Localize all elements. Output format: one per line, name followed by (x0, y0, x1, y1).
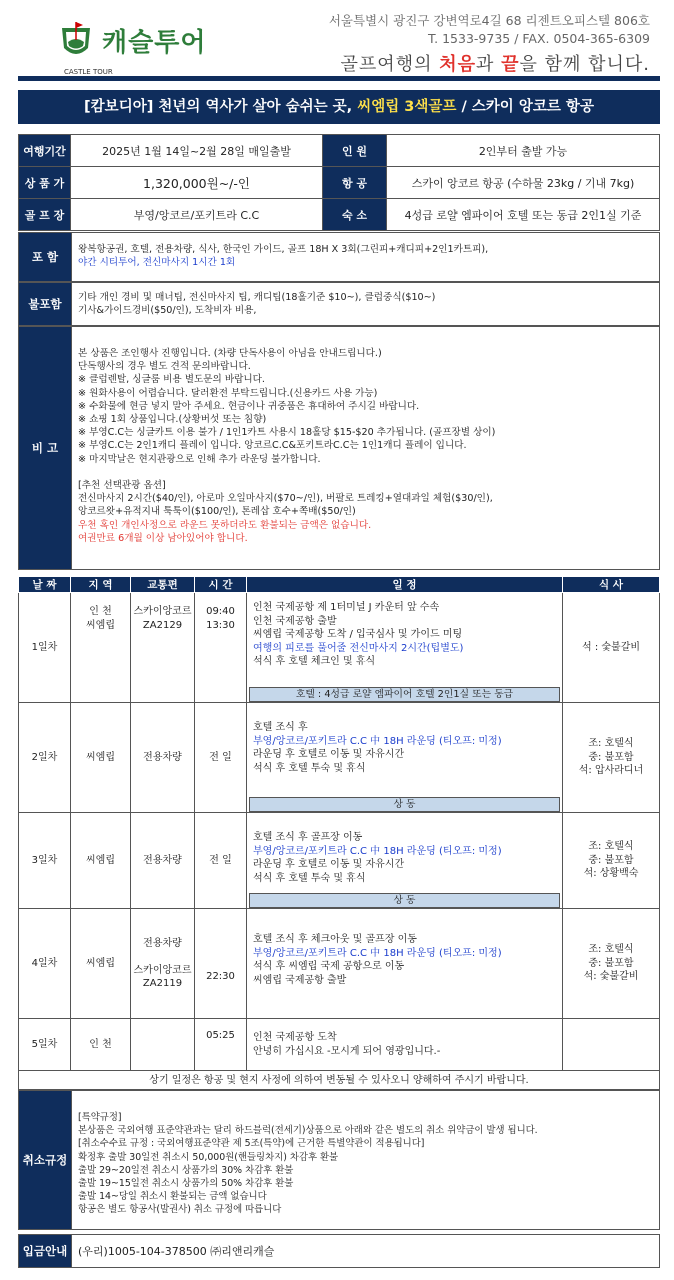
activity-cell (247, 909, 563, 1019)
activity-cell (247, 1019, 563, 1071)
day-cell: 2일차 (19, 703, 71, 813)
transport-cell: 전용차량 스카이앙코르 ZA2119 (131, 909, 195, 1019)
region-cell: 씨엠립 (71, 813, 131, 909)
transport-cell: 스카이앙코르 ZA2129 (131, 593, 195, 703)
title-text: / 스카이 앙코르 항공 (456, 99, 594, 115)
itinerary-row (19, 703, 660, 813)
header (0, 0, 674, 88)
activity-line: 씨엠립 국제공항 도착 / 입국심사 및 가이드 미팅 (253, 629, 463, 640)
activity-line-highlight: 여행의 피로를 풀어줄 전신마사지 2시간(팁별도) (253, 642, 464, 654)
period-label: 여행기간 (19, 135, 71, 167)
activity-line-highlight: 부영/앙코르/포키트라 C.C 中 18H 라운딩 (티오프: 미정) (253, 947, 502, 959)
meal-cell: 조: 호텔식 중: 불포함 석: 상황백숙 (563, 813, 660, 909)
activity-lines (247, 909, 562, 991)
title-text: [캄보디아] 천년의 역사가 살아 숨쉬는 곳, (84, 99, 358, 115)
remarks-line: [추천 선택관광 옵션] (78, 480, 166, 492)
schedule-note: 상기 일정은 항공 및 현지 사정에 의하여 변동될 수 있사오니 양해하여 주시기 바랍니다. (18, 1070, 660, 1090)
time-cell: 전 일 (195, 703, 247, 813)
remarks-line: 단독행사의 경우 별도 견적 문의바랍니다. (78, 361, 251, 373)
exclude-label: 불포함 (19, 283, 71, 325)
region-cell: 인 천 (71, 1019, 131, 1071)
activity-cell (247, 703, 563, 813)
hotel-info-bar: 호텔 : 4성급 로얄 엠파이어 호텔 2인1실 또는 동급 (249, 687, 560, 702)
hotel-label: 숙 소 (323, 199, 387, 231)
transport-cell: 전용차량 (131, 703, 195, 813)
activity-line: 석식 후 호텔 체크인 및 휴식 (253, 656, 376, 667)
activity-line: 씨엠립 국제공항 출발 (253, 974, 347, 986)
remarks-line: ※ 부영C.C는 2인1캐디 플레이 입니다. 앙코르C.C&포키트라C.C는 1인1캐디 플레이 입니다. (78, 440, 467, 452)
remarks-line (78, 466, 653, 479)
cancel-content (71, 1091, 659, 1229)
column-header: 교통편 (131, 577, 195, 593)
airline-value: 스카이 앙코르 항공 (수하물 23kg / 기내 7kg) (387, 167, 660, 199)
meal-cell: 석 : 숯불갈비 (563, 593, 660, 703)
include-line: 왕복항공권, 호텔, 전용차량, 식사, 한국인 가이드, 골프 18H X 3회(그린피+캐디피+2인1카트피), (78, 244, 489, 255)
remarks-warning: 우천 혹인 개인사정으로 라운드 못하더라도 환불되는 금액은 없습니다. (78, 519, 372, 531)
column-header: 지 역 (71, 577, 131, 593)
activity-line: 호텔 조식 후 체크아웃 및 골프장 이동 (253, 934, 417, 945)
activity-line: 인천 국제공항 도착 (253, 1032, 337, 1043)
title-highlight: 씨엠립 3색골프 (357, 99, 457, 115)
activity-line: 호텔 조식 후 골프장 이동 (253, 832, 363, 843)
activity-line: 석식 후 호텔 투숙 및 휴식 (253, 872, 366, 884)
day-cell: 1일차 (19, 593, 71, 703)
payment-section (18, 1234, 660, 1268)
address-line: 서울특별시 광진구 강변역로4길 68 리젠트오피스텔 806호 (328, 13, 650, 28)
remarks-line: ※ 클럽렌탈, 싱글룸 비용 별도문의 바랍니다. (78, 374, 265, 386)
column-header: 날 짜 (19, 577, 71, 593)
itinerary-row (19, 593, 660, 703)
hotel-value: 4성급 로얄 엠파이어 호텔 또는 동급 2인1실 기준 (387, 199, 660, 231)
logo[interactable] (58, 14, 208, 84)
logo-text: 캐슬투어 (102, 28, 207, 58)
remarks-lines (78, 347, 653, 519)
cancel-label: 취소규정 (19, 1091, 71, 1229)
remarks-line: 앙코르왓+유적지내 툭툭이($100/인), 톤레삽 호수+쪽배($50/인) (78, 506, 356, 518)
slogan-part: 과 (475, 54, 502, 75)
period-value: 2025년 1월 14일~2월 28일 매일출발 (71, 135, 323, 167)
include-content (71, 233, 659, 281)
slogan-part: 을 함께 합니다. (519, 54, 650, 75)
cancel-line: 출발 29~20일전 취소시 상품가의 30% 차감후 환불 (78, 1164, 294, 1176)
cancel-line: [취소수수료 규정 : 국외여행표준약관 제 5조(특약)에 근거한 특별약관이 적용됩니다] (78, 1138, 425, 1150)
transport-cell: 전용차량 (131, 813, 195, 909)
activity-cell (247, 593, 563, 703)
remarks-line: ※ 원화사용이 어렵습니다. 달러환전 부탁드립니다.(신용카드 사용 가능) (78, 387, 378, 399)
cancel-line: 항공은 별도 항공사(발권사) 취소 규정에 따릅니다 (78, 1204, 282, 1216)
day-cell: 3일차 (19, 813, 71, 909)
remarks-line: 전신마사지 2시간($40/인), 아로마 오일마사지($70~/인), 버팔로 트레킹+열대과일 체험($30/인), (78, 493, 493, 505)
time-cell: 05:25 (195, 1019, 247, 1071)
exclude-line: 기타 개인 경비 및 매너팁, 전신마사지 팁, 캐디팁(18홀기준 $10~), 클럽중식($10~) (78, 292, 436, 303)
column-header: 일 정 (247, 577, 563, 593)
phone-fax-line: T. 1533-9735 / FAX. 0504-365-6309 (428, 31, 650, 46)
region-cell: 씨엠립 (71, 703, 131, 813)
itinerary-row (19, 1019, 660, 1071)
remarks-content (71, 327, 659, 569)
cancel-policy-section (18, 1090, 660, 1230)
activity-line-highlight: 부영/앙코르/포키트라 C.C 中 18H 라운딩 (티오프: 미정) (253, 845, 502, 857)
payment-account[interactable]: (우리)1005-104-378500 ㈜리앤리캐슬 (71, 1235, 659, 1267)
itinerary-table (18, 576, 660, 1071)
hotel-info-bar: 상 동 (249, 893, 560, 908)
golf-label: 골 프 장 (19, 199, 71, 231)
hotel-info-bar: 상 동 (249, 797, 560, 812)
people-label: 인 원 (323, 135, 387, 167)
cancel-line: 확정후 출발 30일전 취소시 50,000원(핸들링차지) 차감후 환불 (78, 1151, 339, 1163)
exclude-section (18, 282, 660, 326)
golf-shield-icon (58, 20, 94, 62)
column-header: 시 간 (195, 577, 247, 593)
slogan-part: 골프여행의 (340, 54, 440, 75)
activity-lines (247, 813, 562, 889)
itinerary-row (19, 909, 660, 1019)
remarks-section (18, 326, 660, 570)
activity-line: 안녕히 가십시요 -모시게 되어 영광입니다.- (253, 1045, 441, 1057)
day-cell: 5일차 (19, 1019, 71, 1071)
payment-label: 입금안내 (19, 1235, 71, 1267)
region-cell: 인 천 씨엠립 (71, 593, 131, 703)
product-info-table (18, 134, 660, 231)
activity-lines (247, 593, 562, 673)
cancel-line: [특약규정] (78, 1112, 122, 1123)
activity-line: 석식 후 씨엠립 국제 공항으로 이동 (253, 961, 405, 972)
include-section (18, 232, 660, 282)
activity-line: 라운딩 후 호텔로 이동 및 자유시간 (253, 859, 405, 870)
remarks-label: 비 고 (19, 327, 71, 569)
activity-cell (247, 813, 563, 909)
region-cell: 씨엠립 (71, 909, 131, 1019)
activity-line: 인천 국제공항 제 1터미널 J 카운터 앞 수속 (253, 602, 440, 613)
header-divider (18, 76, 660, 81)
day-cell: 4일차 (19, 909, 71, 1019)
slogan (341, 50, 650, 76)
remarks-line: 본 상품은 조인행사 진행입니다. (차량 단독사용이 아님을 안내드립니다.) (78, 348, 382, 359)
activity-line: 인천 국제공항 출발 (253, 615, 337, 627)
activity-line: 석식 후 호텔 투숙 및 휴식 (253, 762, 366, 774)
include-line-highlight: 야간 시티투어, 전신마사지 1시간 1회 (78, 257, 236, 269)
activity-lines (247, 703, 562, 779)
price-value: 1,320,000원~/-인 (71, 167, 323, 199)
cancel-line: 출발 19~15일전 취소시 상품가의 50% 차감후 환불 (78, 1178, 294, 1190)
time-cell: 09:40 13:30 (195, 593, 247, 703)
remarks-line: ※ 수화물에 현금 넣지 말아 주세요. 현금이나 귀중품은 휴대하여 주시길 바랍니다. (78, 400, 420, 412)
slogan-highlight: 끝 (501, 54, 520, 75)
slogan-highlight: 처음 (439, 54, 476, 75)
activity-lines (247, 1019, 562, 1062)
exclude-line: 기사&가이드경비($50/인), 도착비자 비용, (78, 305, 257, 317)
exclude-content (71, 283, 659, 325)
meal-cell (563, 1019, 660, 1071)
remarks-line: ※ 쇼핑 1회 상품입니다.(상황버섯 또는 침향) (78, 414, 267, 426)
include-label: 포 함 (19, 233, 71, 281)
price-label: 상 품 가 (19, 167, 71, 199)
meal-cell: 조: 호텔식 중: 불포함 석: 숯불갈비 (563, 909, 660, 1019)
cancel-line: 본상품은 국외여행 표준약관과는 달리 하드블럭(전세기)상품으로 아래와 같은 별도의 취소 위약금이 발생 됩니다. (78, 1125, 538, 1137)
company-address (329, 12, 650, 48)
activity-line: 라운딩 후 호텔로 이동 및 자유시간 (253, 749, 405, 760)
remarks-line: ※ 마지막날은 현지관광으로 인해 추가 라운딩 불가합니다. (78, 453, 321, 465)
people-value: 2인부터 출발 가능 (387, 135, 660, 167)
itinerary-row (19, 813, 660, 909)
transport-cell (131, 1019, 195, 1071)
golf-value: 부영/앙코르/포키트라 C.C (71, 199, 323, 231)
activity-line-highlight: 부영/앙코르/포키트라 C.C 中 18H 라운딩 (티오프: 미정) (253, 735, 502, 747)
airline-label: 항 공 (323, 167, 387, 199)
remarks-line: ※ 부영C.C는 싱글카트 이용 불가 / 1인1카트 사용시 18홀당 $15-$20 추가됩니다. (골프장별 상이) (78, 427, 496, 439)
column-header: 식 사 (563, 577, 660, 593)
logo-subtext: CASTLE TOUR (64, 68, 113, 76)
page-title (18, 90, 660, 124)
time-cell: 전 일 (195, 813, 247, 909)
activity-line: 호텔 조식 후 (253, 722, 308, 733)
remarks-warning: 여권만료 6개월 이상 남아있어야 합니다. (78, 532, 248, 544)
meal-cell: 조: 호텔식 중: 불포함 석: 압사라디너 (563, 703, 660, 813)
cancel-line: 출발 14~당일 취소시 환불되는 금액 없습니다 (78, 1191, 267, 1203)
time-cell: 22:30 (195, 909, 247, 1019)
